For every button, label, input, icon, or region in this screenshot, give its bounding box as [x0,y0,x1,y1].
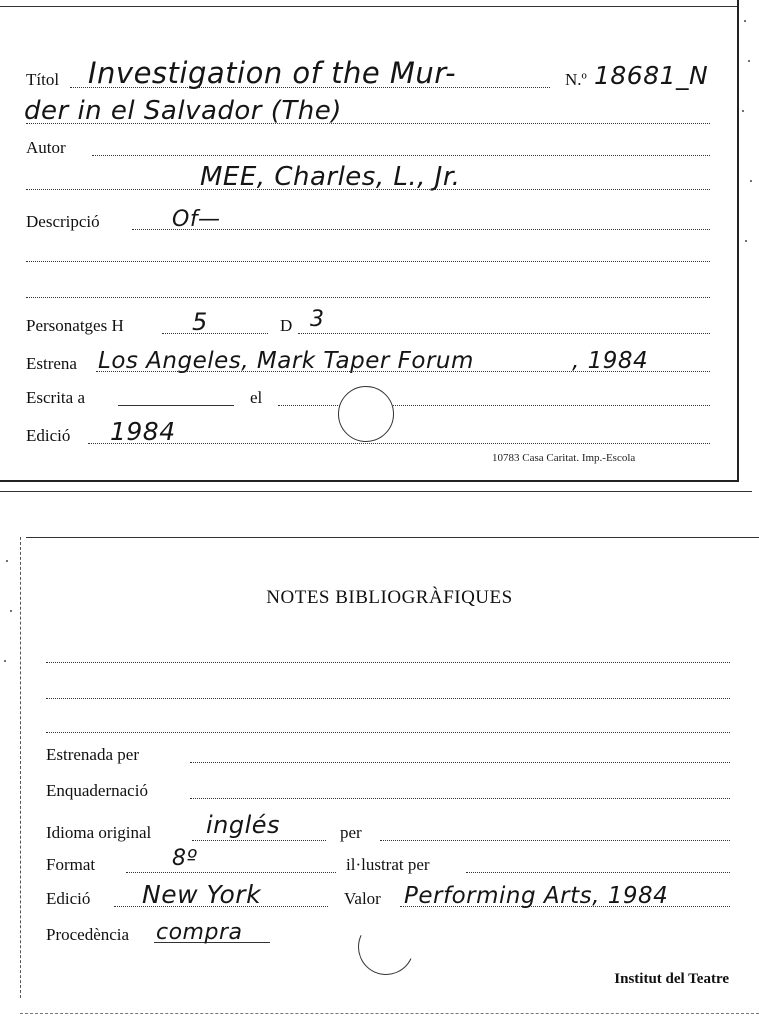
orig-lang-row [20,811,740,845]
binding-row [20,777,740,803]
card-back-top-edge [26,537,759,538]
orig-lang-label: Idioma original [46,823,152,842]
premiere-handwritten: Los Angeles, Mark Taper Forum [98,348,474,374]
characters-row [0,308,730,338]
binding-label: Enquadernació [46,781,148,800]
edition-dotted-line [88,443,710,444]
punch-hole-front [338,386,394,442]
edition-back-handwritten: New York [142,880,262,909]
premiered-by-dotted-line [190,762,730,763]
edition-back-label: Edició [46,889,91,908]
author-handwritten: MEE, Charles, L., Jr. [200,162,461,192]
premiere-row [0,342,730,376]
description-line-3 [0,276,730,302]
title-row [0,58,730,92]
description-dotted-line-2 [26,261,710,262]
premiere-label: Estrena [26,354,77,373]
notes-dotted-line-3 [46,732,730,733]
description-line-2 [0,240,730,266]
card-separator [0,491,752,492]
description-label: Descripció [26,212,100,231]
written-place-line [118,405,234,406]
characters-h-handwritten: 5 [192,308,208,336]
scan-speckle [10,610,12,612]
author-label: Autor [26,138,66,157]
format-handwritten: 8º [172,846,198,871]
per-dotted-line [380,840,730,841]
author-dotted-line [92,155,710,156]
binding-dotted-line [190,798,730,799]
catalog-card-back [20,537,759,1028]
characters-d-label: D [280,316,293,335]
notes-line-3 [20,711,740,737]
description-row [0,204,730,234]
premiered-by-row [20,741,740,767]
description-dotted-line-3 [26,297,710,298]
title-label: Títol [26,70,60,89]
orig-lang-dotted-line [192,840,326,841]
provenance-label: Procedència [46,925,130,944]
author-value-row [0,158,730,194]
number-handwritten: 18681_N [594,61,709,90]
title-handwritten: Investigation of the Mur- [88,56,457,90]
illustrated-dotted-line [466,872,730,873]
characters-d-handwritten: 3 [310,307,325,332]
institute-name: Institut del Teatre [614,971,729,987]
written-label: Escrita a [26,388,85,407]
scan-speckle [744,20,746,22]
provenance-handwritten: compra [156,920,243,945]
edition-label: Edició [26,426,71,445]
number-label: N.º [565,70,587,89]
format-row [20,847,740,877]
catalog-card-front [0,0,739,482]
scan-speckle [4,660,6,662]
premiere-year-handwritten: , 1984 [572,348,649,374]
illustrated-label: il·lustrat per [346,855,430,874]
per-label: per [340,823,362,842]
characters-d-dotted-line [298,333,710,334]
scan-speckle [745,240,747,242]
edition-back-row [20,877,740,911]
printer-note: 10783 Casa Caritat. Imp.-Escola [492,452,636,464]
scan-speckle [748,60,750,62]
characters-label: Personatges H [26,316,124,335]
card-top-edge [0,6,737,7]
characters-h-dotted-line [162,333,268,334]
premiered-by-label: Estrenada per [46,745,139,764]
notes-line-1 [20,641,740,667]
scan-speckle [6,560,8,562]
value-handwritten: Performing Arts, 1984 [404,883,669,909]
orig-lang-handwritten: inglés [206,811,281,839]
author-row [0,134,730,160]
edition-handwritten: 1984 [110,417,176,446]
format-dotted-line [126,872,336,873]
title-cont-handwritten: der in el Salvador (The) [24,96,342,126]
notes-heading: NOTES BIBLIOGRÀFIQUES [266,587,513,608]
written-el-label: el [250,388,263,407]
notes-line-2 [20,677,740,703]
notes-dotted-line-2 [46,698,730,699]
value-label: Valor [344,889,381,908]
title-cont-row [0,96,730,128]
format-label: Format [46,855,96,874]
notes-dotted-line-1 [46,662,730,663]
scan-speckle [742,110,744,112]
description-handwritten: Of— [172,207,221,232]
scan-speckle [750,180,752,182]
card-back-bottom-edge [20,1013,759,1014]
